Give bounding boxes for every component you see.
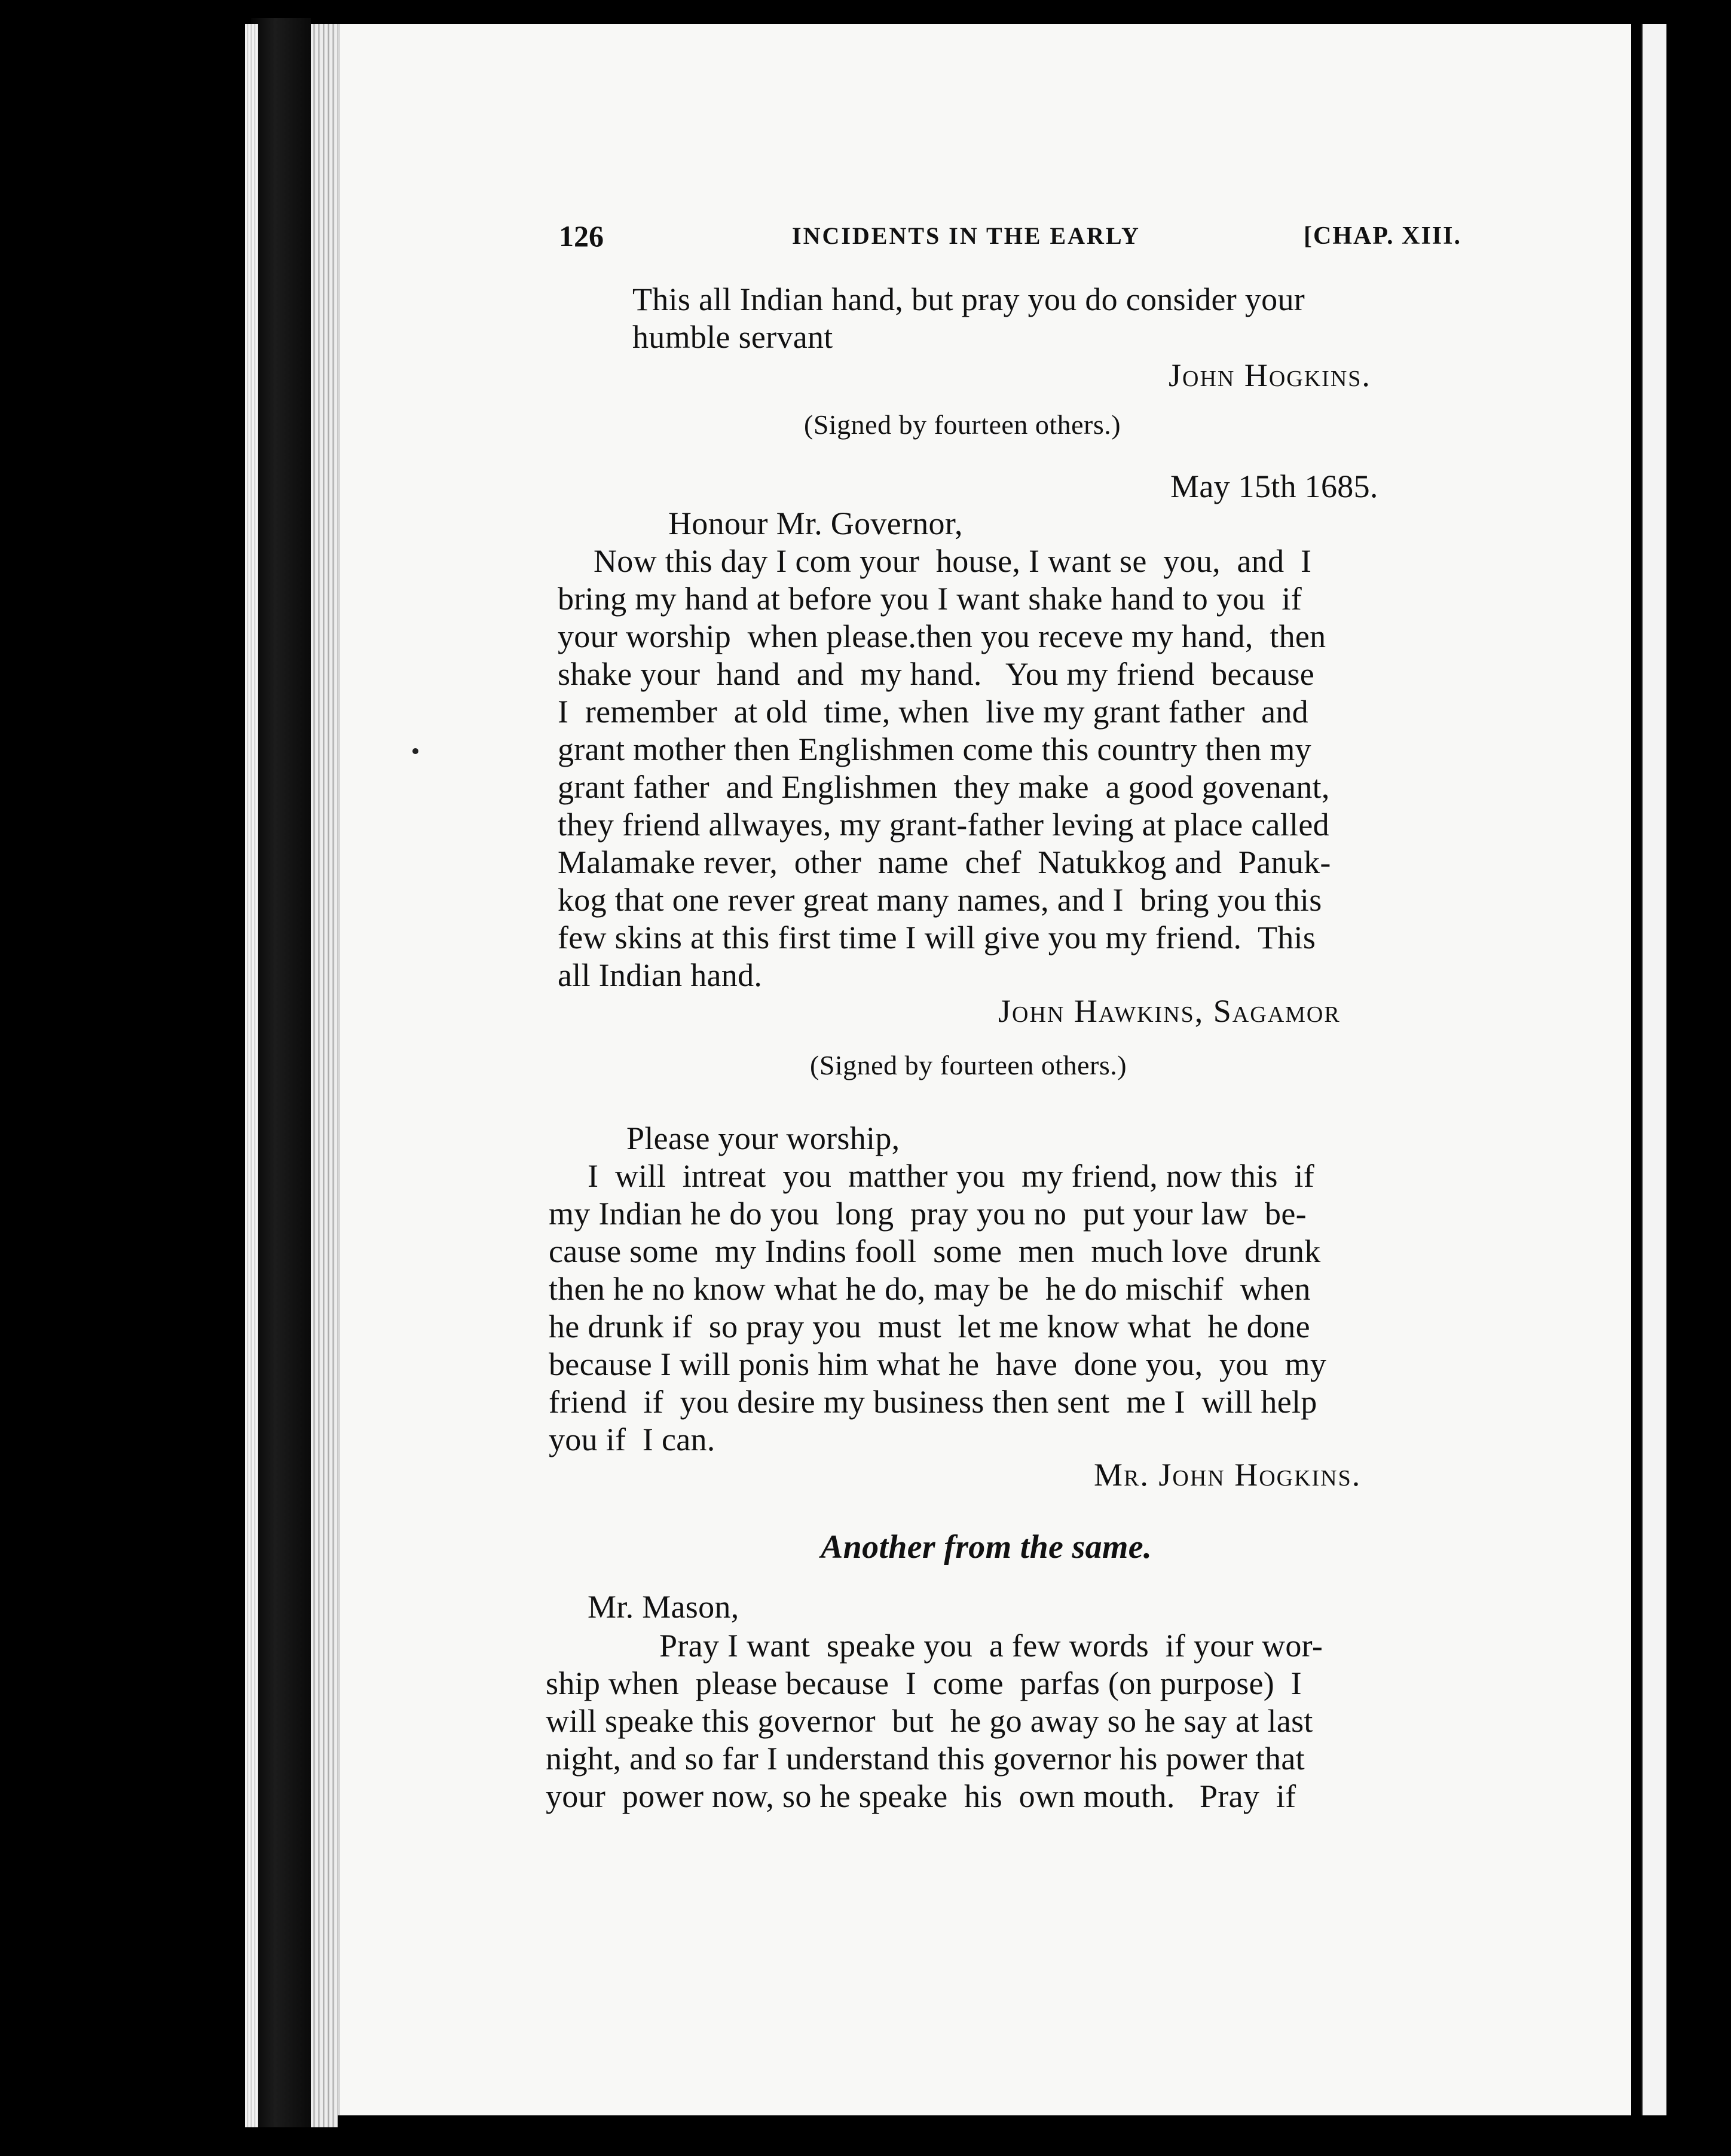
text-line: bring my hand at before you I want shake hand to you if <box>558 581 1302 617</box>
page-edges-left <box>245 24 258 2127</box>
salutation: Honour Mr. Governor, <box>668 506 963 541</box>
text-line: friend if you desire my business then sent me I will help <box>549 1384 1317 1420</box>
text-line: ship when please because I come parfas (on purpose) I <box>546 1665 1302 1701</box>
text-line: then he no know what he do, may be he do mischif when <box>549 1271 1311 1307</box>
text-line: few skins at this first time I will give you my friend. This <box>558 920 1316 956</box>
book-binding-shadow <box>251 18 311 2127</box>
signature-note: (Signed by fourteen others.) <box>810 1050 1127 1080</box>
salutation: Mr. Mason, <box>588 1589 739 1625</box>
next-page-edge <box>1641 24 1666 2115</box>
text-line: This all Indian hand, but pray you do consider your <box>632 281 1305 317</box>
speck <box>412 748 418 754</box>
text-line: will speake this governor but he go away so he say at last <box>546 1703 1313 1739</box>
text-line: your power now, so he speake his own mouth. Pray if <box>546 1778 1296 1814</box>
page-edges-inner <box>311 24 338 2127</box>
text-line: grant mother then Englishmen come this country then my <box>558 731 1311 767</box>
running-head <box>559 215 1461 257</box>
text-line: you if I can. <box>549 1422 715 1457</box>
text-line: Malamake rever, other name chef Natukkog and Panuk- <box>558 844 1331 880</box>
signature: John Hogkins. <box>1169 357 1371 393</box>
text-line: kog that one rever great many names, and I bring you this <box>558 882 1322 918</box>
text-line: shake your hand and my hand. You my friend because <box>558 656 1315 692</box>
text-line: I will intreat you matther you my friend, now this if <box>588 1158 1314 1194</box>
text-line: night, and so far I understand this governor his power that <box>546 1741 1305 1777</box>
text-line: cause some my Indins fooll some men much love drunk <box>549 1233 1321 1269</box>
text-line: Now this day I com your house, I want se you, and I <box>594 543 1312 579</box>
signature: Mr. John Hogkins. <box>1094 1457 1362 1493</box>
text-line: Pray I want speake you a few words if your wor- <box>659 1628 1323 1664</box>
signature-note: (Signed by fourteen others.) <box>804 409 1121 440</box>
salutation: Please your worship, <box>626 1120 900 1156</box>
page-number: 126 <box>559 219 604 253</box>
text-line: humble servant <box>632 319 833 355</box>
letter-date: May 15th 1685. <box>1170 468 1378 504</box>
text-line: my Indian he do you long pray you no put your law be- <box>549 1196 1307 1232</box>
text-line: all Indian hand. <box>558 957 763 993</box>
text-line: I remember at old time, when live my grant father and <box>558 694 1308 730</box>
signature: John Hawkins, Sagamor <box>998 993 1341 1029</box>
running-head-chapter: [CHAP. XIII. <box>1304 222 1461 250</box>
section-heading: Another from the same. <box>821 1529 1152 1566</box>
text-line: they friend allwayes, my grant-father leving at place called <box>558 807 1329 843</box>
text-line: he drunk if so pray you must let me know what he done <box>549 1309 1310 1345</box>
text-line: your worship when please.then you receve my hand, then <box>558 618 1326 654</box>
text-line: grant father and Englishmen they make a good govenant, <box>558 769 1330 805</box>
running-head-title: INCIDENTS IN THE EARLY <box>792 222 1140 249</box>
text-line: because I will ponis him what he have done you, you my <box>549 1346 1327 1382</box>
